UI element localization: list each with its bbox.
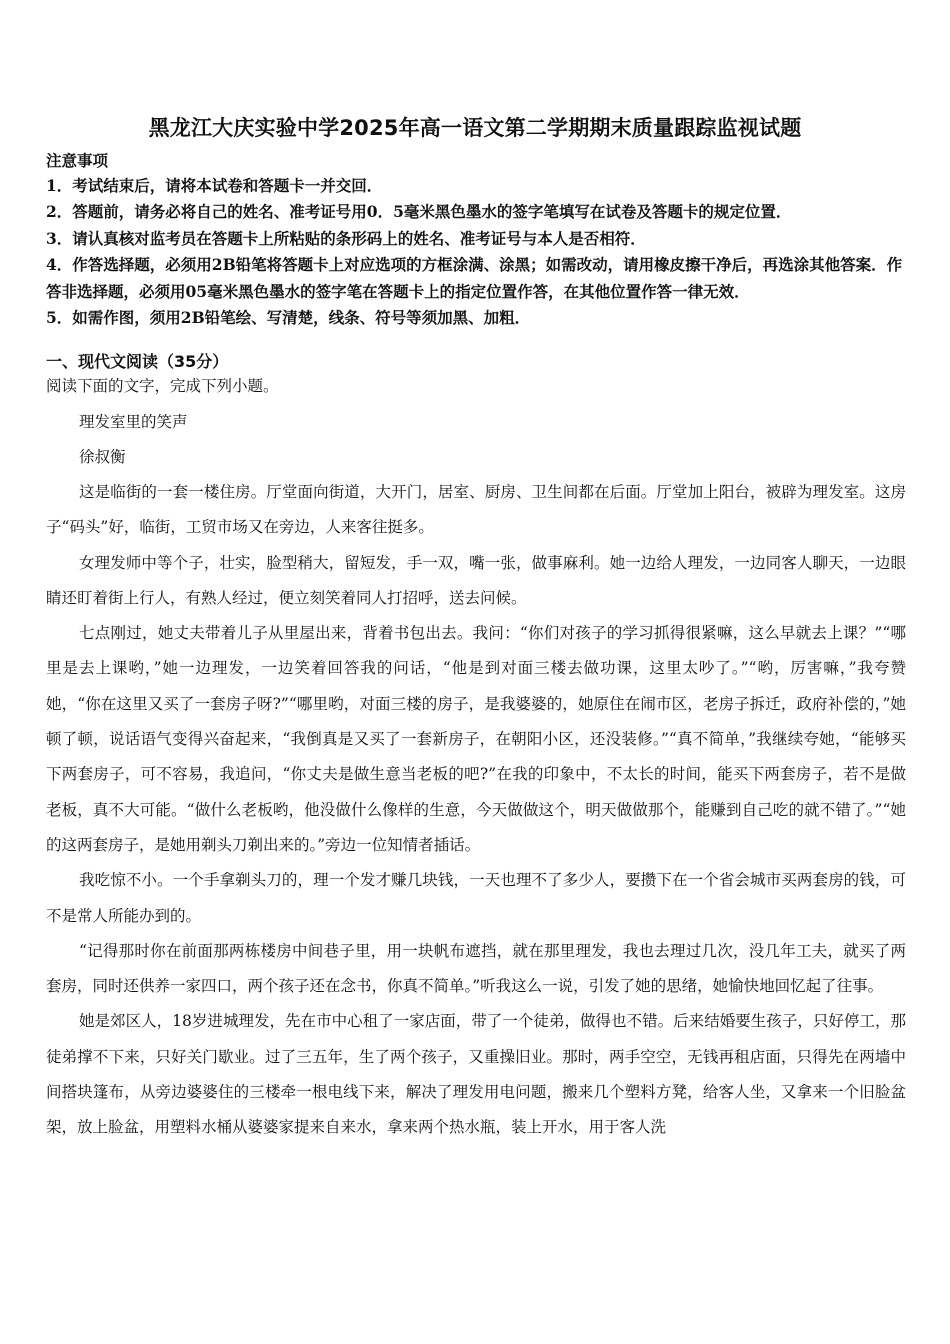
paragraph: “记得那时你在前面那两栋楼房中间巷子里，用一块帆布遮挡，就在那里理发，我也去理过几次，没几年工夫，就买了两套房，同时还供养一家四口，两个孩子还在念书，你真不简单。”听我这么一说，引发了她的思绪，她愉快地回忆起了往事。 — [46, 941, 906, 996]
notice-item-1: 1．考试结束后，请将本试卷和答题卡一并交回． — [46, 176, 383, 195]
paragraph: 女理发师中等个子，壮实，脸型稍大，留短发，手一双，嘴一张，做事麻利。她一边给人理发，一边同客人聊天，一边眼睛还盯着街上行人，有熟人经过，便立刻笑着同人打招呼，送去问候。 — [46, 553, 906, 607]
paragraph: 她是郊区人，18岁进城理发，先在市中心租了一家店面，带了一个徒弟，做得也不错。后来结婚要生孩子，只好停工，那徒弟撑不下来，只好关门歇业。过了三五年，生了两个孩子，又重操旧业。那时，两手空空，无钱再租店面，只得先在两墙中间搭块篷布，从旁边婆婆住的三楼牵一根电线下来，解决了理发用电问题，搬来几个塑料方凳，给客人坐，又拿来一个旧脸盆架，放上脸盆，用塑料水桶从婆婆家提来自来水，拿来两个热水瓶，装上开水，用于客人洗 — [46, 1012, 906, 1137]
section-title: 一、现代文阅读（35分） — [46, 352, 229, 371]
notice-item-4: 4．作答选择题，必须用2B铅笔将答题卡上对应选项的方框涂满、涂黑；如需改动，请用橡皮擦干净后，再选涂其他答案．作答非选择题，必须用05毫米黑色墨水的签字笔在答题卡上的指定位置作答，在其他位置作答一律无效． — [46, 255, 903, 301]
notice-item-5: 5．如需作图，须用2B铅笔绘、写清楚，线条、符号等须加黑、加粗． — [46, 308, 531, 328]
notice-heading: 注意事项 — [46, 152, 109, 170]
paragraph: 七点刚过，她丈夫带着儿子从里屋出来，背着书包出去。我问：“你们对孩子的学习抓得很紧嘛，这么早就去上课？”“哪里是去上课哟，”她一边理发，一边笑着回答我的问话，“他是到对面三楼去做功课，这里太吵了。”“哟，厉害嘛，”我夸赞她，“你在这里又买了一套房子呀?”“哪里哟，对面三楼的房子，是我婆婆的，她原住在闹市区，老房子拆迁，政府补偿的，”她顿了顿，说话语气变得兴奋起来，“我倒真是又买了一套新房子，在朝阳小区，还没装修。”“真不简单，”我继续夸她，“能够买下两套房子，可不容易，我追问，“你丈夫是做生意当老板的吧?”在我的印象中，不太长的时间，能买下两套房子，若不是做老板，真不大可能。“做什么老板哟，他没做什么像样的生意，今天做做这个，明天做做那个，能赚到自己吃的就不错了。”“她的这两套房子，是她用剃头刀剃出来的。”旁边一位知情者插话。 — [46, 624, 906, 854]
exam-title: 黑龙江大庆实验中学2025年高一语文第二学期期末质量跟踪监视试题 — [148, 116, 802, 140]
paragraph: 我吃惊不小。一个手拿剃头刀的，理一个发才赚几块钱，一天也理不了多少人，要攒下在一个省会城市买两套房的钱，可不是常人所能办到的。 — [46, 871, 906, 925]
notice-block — [46, 150, 906, 331]
reading-section — [46, 350, 906, 398]
notice-item-3: 3．请认真核对监考员在答题卡上所粘贴的条形码上的姓名、准考证号与本人是否相符． — [46, 228, 646, 248]
section-instruction: 阅读下面的文字，完成下列小题。 — [46, 377, 279, 395]
story-author: 徐叔衡 — [79, 448, 126, 466]
paragraph: 这是临街的一套一楼住房。厅堂面向街道，大开门，居室、厨房、卫生间都在后面。厅堂加上阳台，被辟为理发室。这房子“码头”好，临街，工贸市场又在旁边，人来客往挺多。 — [46, 483, 906, 537]
reading-passage — [46, 405, 906, 1146]
notice-item-2: 2．答题前，请务必将自己的姓名、准考证号用0．5毫米黑色墨水的签字笔填写在试卷及答题卡的规定位置． — [46, 202, 792, 222]
story-title: 理发室里的笑声 — [79, 413, 188, 431]
